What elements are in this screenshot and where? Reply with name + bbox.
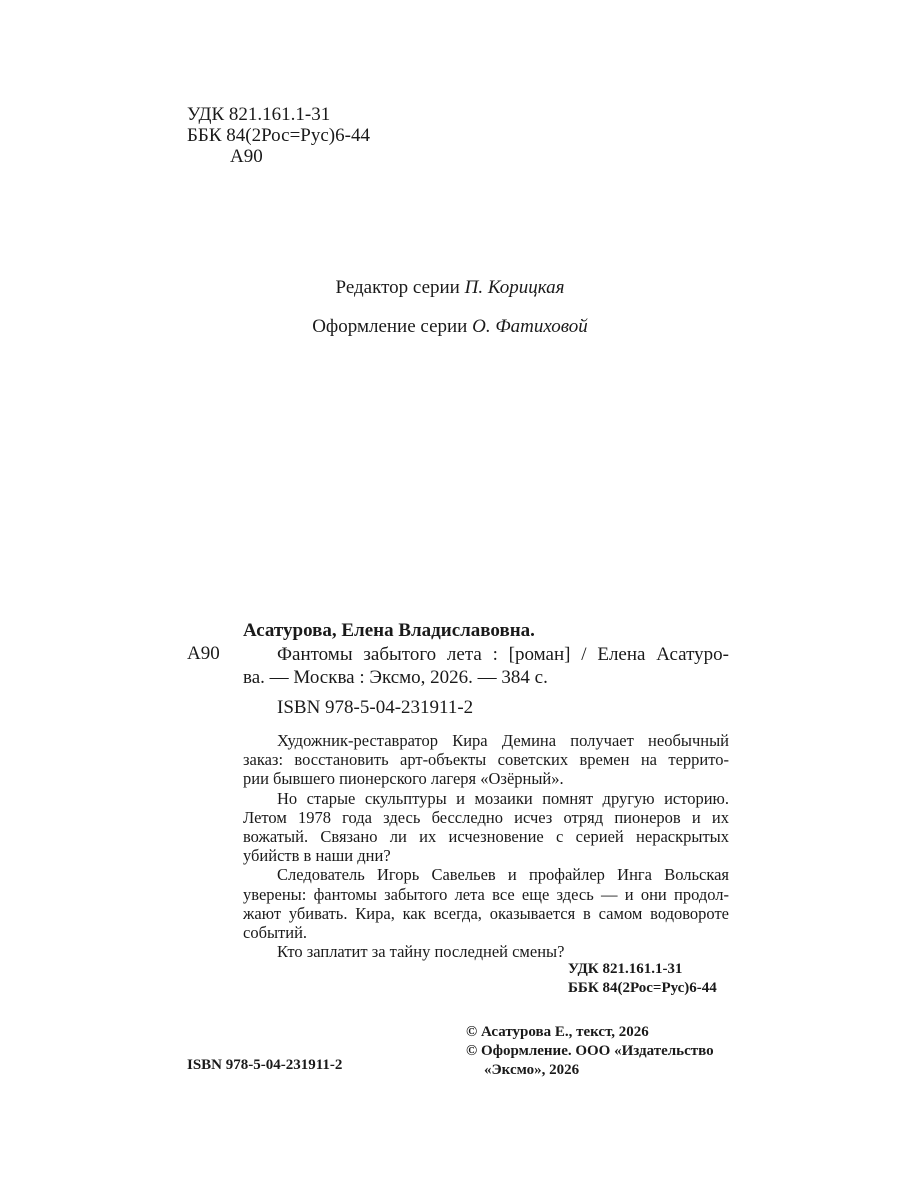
- bib-line: Фантомы забытого лета : [роман] / Елена Асатуро-: [277, 644, 729, 665]
- bbk-code: ББК 84(2Рос=Рус)6-44: [568, 980, 717, 996]
- footer-isbn: ISBN 978-5-04-231911-2: [187, 1057, 343, 1073]
- copyright-line: © Оформление. ООО «Издательство: [466, 1043, 714, 1059]
- editor-name: П. Корицкая: [464, 277, 565, 298]
- design-label: Оформление серии: [312, 316, 468, 337]
- series-design-credit: [0, 316, 900, 338]
- annotation-line: Следователь Игорь Савельев и профайлер Инга Вольская: [277, 865, 729, 885]
- copyright-line: «Эксмо», 2026: [484, 1062, 580, 1078]
- annotation-line: Художник-реставратор Кира Демина получает необычный: [277, 731, 729, 750]
- bib-isbn: ISBN 978-5-04-231911-2: [277, 697, 474, 718]
- annotation-line: Но старые скульптуры и мозаики помнят другую историю.: [277, 788, 729, 808]
- udk-code: УДК 821.161.1-31: [187, 104, 331, 125]
- series-editor-credit: [0, 277, 900, 299]
- designer-name: О. Фатиховой: [472, 316, 588, 337]
- copyright-notice: [466, 1023, 714, 1080]
- annotation-line: жают убивать. Кира, как всегда, оказывается в самом водовороте: [243, 903, 729, 923]
- annotation-line: вожатый. Связано ли их исчезновение с серией нераскрытых: [243, 827, 729, 847]
- annotation-line: событий.: [243, 923, 308, 943]
- annotation: [243, 731, 729, 961]
- bib-description: [243, 643, 729, 689]
- bottom-classification-codes: [568, 960, 717, 998]
- udk-code: УДК 821.161.1-31: [568, 961, 683, 977]
- bib-cipher: А90: [187, 643, 220, 664]
- annotation-line: уверены: фантомы забытого лета все еще здесь — и они продол-: [243, 884, 729, 904]
- copyright-line: © Асатурова Е., текст, 2026: [466, 1024, 649, 1040]
- classification-codes: [187, 104, 370, 167]
- bib-author: Асатурова, Елена Владиславовна.: [243, 620, 535, 641]
- annotation-line: Летом 1978 года здесь бесследно исчез отряд пионеров и их: [243, 807, 729, 827]
- annotation-line: рии бывшего пионерского лагеря «Озёрный».: [243, 769, 564, 789]
- annotation-line: Кто заплатит за тайну последней смены?: [277, 942, 565, 962]
- annotation-line: убийств в наши дни?: [243, 846, 391, 866]
- editor-label: Редактор серии: [335, 277, 460, 298]
- author-sign: А90: [230, 146, 263, 167]
- bbk-code: ББК 84(2Рос=Рус)6-44: [187, 125, 370, 146]
- annotation-line: заказ: восстановить арт-объекты советских времен на террито-: [243, 750, 729, 770]
- bib-line: ва. — Москва : Эксмо, 2026. — 384 с.: [243, 667, 548, 688]
